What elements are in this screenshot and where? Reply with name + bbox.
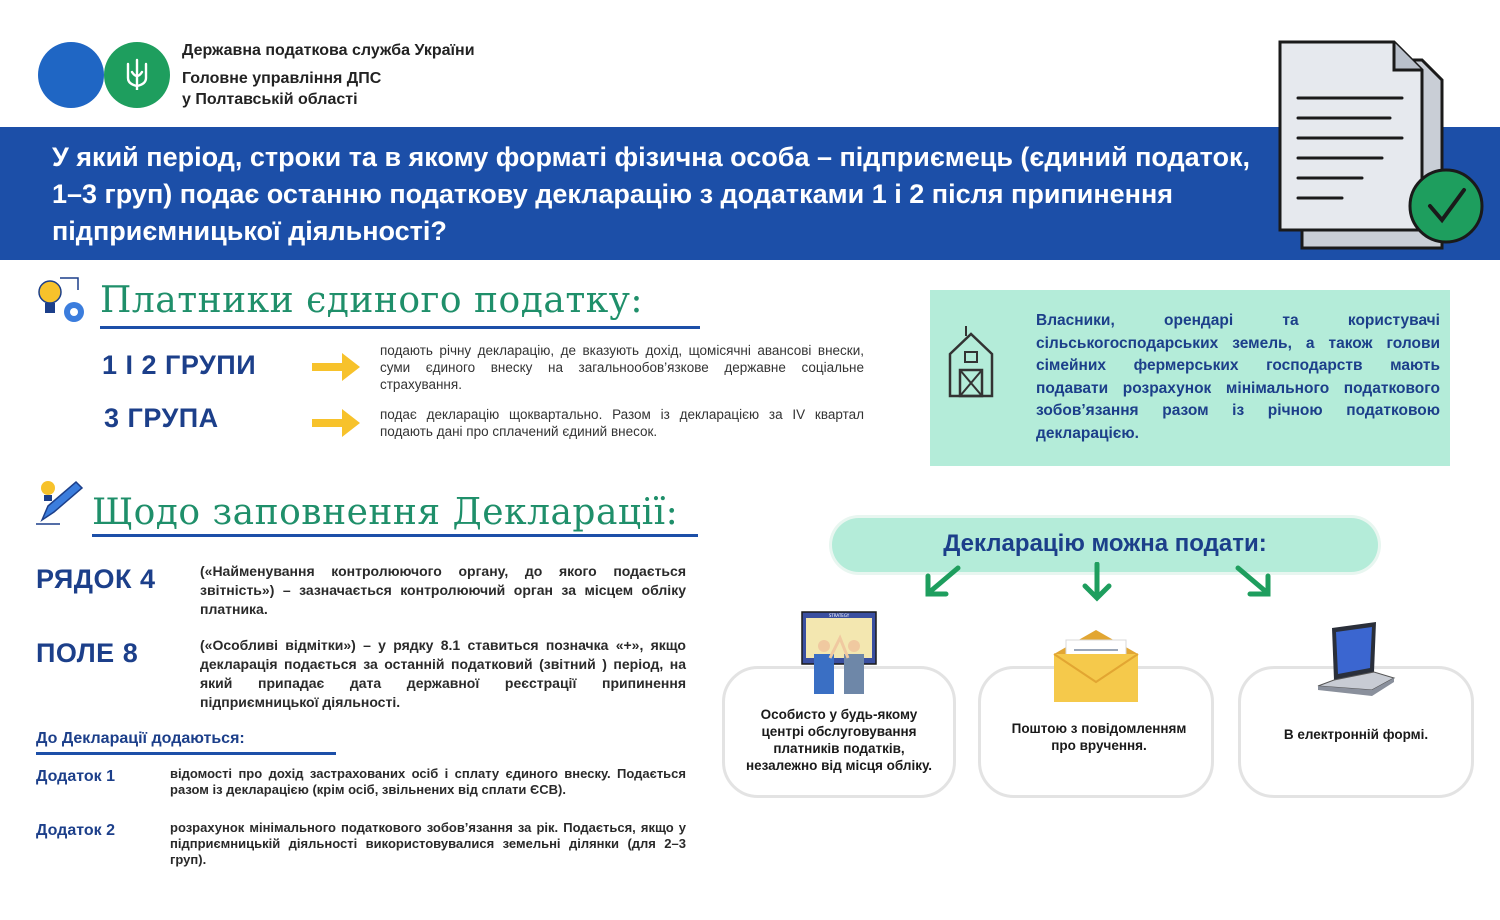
- attachments-underline: [36, 752, 336, 755]
- attachment-2-label: Додаток 2: [36, 822, 115, 839]
- lightbulb-gear-icon: [34, 272, 92, 328]
- filling-heading-underline: [92, 534, 698, 537]
- envelope-icon: [1052, 628, 1140, 704]
- logo-trident-icon: [104, 42, 170, 108]
- laptop-icon: [1312, 620, 1396, 700]
- group-3-text: подає декларацію щоквартально. Разом із декларацією за IV квартал подають дані про сплачений єдиний внесок.: [380, 407, 864, 439]
- document-check-icon: [1272, 36, 1492, 256]
- arrow-right-icon: [310, 406, 362, 440]
- field-8-text: («Особливі відмітки») – у рядку 8.1 ставиться позначка «+», якщо декларація подається за останній податковий (звітний ) період, на який припадає дата державної реєстрації припинення підприємницької діяльності.: [200, 637, 686, 710]
- attachment-1-label: Додаток 1: [36, 768, 115, 785]
- payers-heading: Платники єдиного податку:: [100, 280, 644, 321]
- option-in-person-text: Особисто у будь-якому центрі обслуговування платників податків, незалежно від місця обліку.: [745, 707, 933, 773]
- attachment-2-text: розрахунок мінімального податкового зобов’язання за рік. Подається, якщо у підприємницькій діяльності використовувалися земельні ділянки (для 2–3 груп).: [170, 820, 686, 867]
- row-4-text: («Найменування контролюючого органу, до якого подається звітність») – зазначається контролюючий орган за місцем обліку платника.: [200, 563, 686, 617]
- field-8-label: ПОЛЕ 8: [36, 638, 139, 668]
- org-name: Державна податкова служба України: [182, 42, 475, 59]
- option-online-text: В електронній формі.: [1283, 727, 1429, 742]
- arrow-down-right-icon: [1232, 564, 1276, 598]
- submit-heading: Декларацію можна подати:: [943, 530, 1267, 557]
- payers-heading-underline: [100, 326, 700, 329]
- farmers-info-text: Власники, орендарі та користувачі сільськогосподарських земель, а також голови сімейних фермерських господарств мають подавати розрахунок мінімального податкового зобов’язання разом із річною податковою декларацією.: [1036, 312, 1440, 442]
- strategy-board-sign: STRATEGY: [828, 613, 850, 618]
- row-4-label: РЯДОК 4: [36, 564, 156, 594]
- page-title: У який період, строки та в якому форматі фізична особа – підприємець (єдиний податок, 1–3 груп) подає останню податкову декларацію з додатками 1 і 2 після припинення підприємницької діяльності?: [52, 142, 1251, 246]
- attachment-1-text: відомості про дохід застрахованих осіб і сплату єдиного внеску. Подається разом із декларацією (крім осіб, звільнених від сплати ЄСВ).: [170, 766, 686, 797]
- farm-barn-icon: [946, 324, 996, 398]
- arrow-down-icon: [1080, 562, 1114, 602]
- people-icon: [800, 610, 878, 694]
- arrow-down-left-icon: [920, 564, 964, 598]
- attachments-heading: До Декларації додаються:: [36, 730, 245, 747]
- group-1-2-label: 1 І 2 ГРУПИ: [102, 350, 257, 380]
- org-region: у Полтавській області: [182, 91, 358, 108]
- org-department: Головне управління ДПС: [182, 70, 382, 87]
- option-mail-text: Поштою з повідомленням про вручення.: [1011, 721, 1187, 753]
- logo-blue-circle: [38, 42, 104, 108]
- group-1-2-text: подають річну декларацію, де вказують дохід, щомісячні авансові внески, суми єдиного внеску на загальнообов’язкове державне соціальне страхування.: [380, 343, 864, 392]
- group-3-label: 3 ГРУПА: [104, 403, 219, 433]
- lightbulb-pencil-icon: [34, 476, 86, 526]
- filling-heading: Щодо заповнення Декларації:: [92, 492, 679, 533]
- arrow-right-icon: [310, 350, 362, 384]
